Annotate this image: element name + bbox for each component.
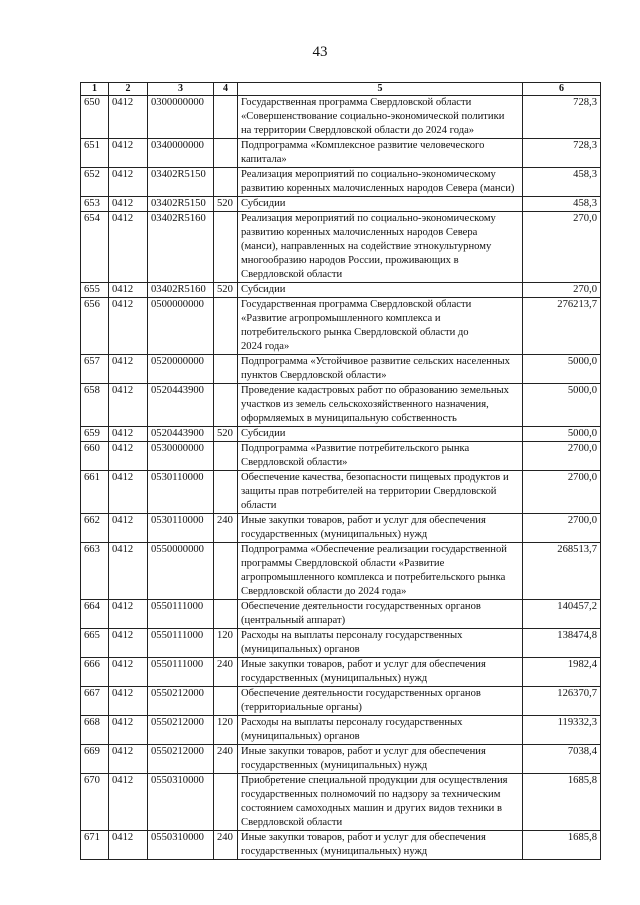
item-name-line: Реализация мероприятий по социально-экономическому [241, 213, 496, 224]
amount: 5000,0 [523, 427, 601, 442]
amount: 126370,7 [523, 687, 601, 716]
target-item-code: 0550310000 [148, 774, 214, 831]
section-code: 0412 [109, 197, 148, 212]
item-name [238, 745, 523, 774]
expense-type-code [214, 774, 238, 831]
amount: 1685,8 [523, 774, 601, 831]
section-code: 0412 [109, 629, 148, 658]
item-name-line: Государственная программа Свердловской области [241, 97, 472, 108]
item-name-line: Обеспечение деятельности государственных органов [241, 688, 481, 699]
amount: 270,0 [523, 283, 601, 298]
target-item-code: 0550212000 [148, 687, 214, 716]
expense-type-code [214, 355, 238, 384]
item-name [238, 96, 523, 139]
expense-type-code: 240 [214, 745, 238, 774]
item-name [238, 139, 523, 168]
item-name-line: (муниципальных) органов [241, 731, 360, 742]
target-item-code: 0550310000 [148, 831, 214, 860]
section-code: 0412 [109, 212, 148, 283]
amount: 1982,4 [523, 658, 601, 687]
header-col-6: 6 [523, 83, 601, 96]
amount: 138474,8 [523, 629, 601, 658]
item-name-line: пунктов Свердловской области» [241, 370, 387, 381]
item-name-line: агропромышленного комплекса и потребительского рынка [241, 572, 506, 583]
item-name [238, 355, 523, 384]
target-item-code: 0530000000 [148, 442, 214, 471]
row-number: 664 [81, 600, 109, 629]
section-code: 0412 [109, 442, 148, 471]
item-name-line: «Развитие агропромышленного комплекса и [241, 313, 441, 324]
section-code: 0412 [109, 716, 148, 745]
expense-type-code: 520 [214, 427, 238, 442]
section-code: 0412 [109, 139, 148, 168]
expense-type-code [214, 543, 238, 600]
row-number: 668 [81, 716, 109, 745]
item-name-line: (манси), направленных на содействие этнокультурному [241, 241, 492, 252]
target-item-code: 0550111000 [148, 629, 214, 658]
table-row [81, 658, 601, 687]
item-name-line: оформляемых в муниципальную собственность [241, 413, 457, 424]
target-item-code: 03402R5150 [148, 197, 214, 212]
item-name [238, 658, 523, 687]
item-name-line: развитию коренных малочисленных народов Севера (манси) [241, 183, 515, 194]
target-item-code: 0520443900 [148, 427, 214, 442]
amount: 5000,0 [523, 384, 601, 427]
item-name-line: Расходы на выплаты персоналу государственных [241, 630, 463, 641]
item-name-line: Проведение кадастровых работ по образованию земельных [241, 385, 509, 396]
section-code: 0412 [109, 168, 148, 197]
amount: 728,3 [523, 96, 601, 139]
row-number: 656 [81, 298, 109, 355]
table-row [81, 355, 601, 384]
item-name [238, 471, 523, 514]
item-name [238, 514, 523, 543]
row-number: 665 [81, 629, 109, 658]
row-number: 667 [81, 687, 109, 716]
section-code: 0412 [109, 514, 148, 543]
item-name-line: Свердловской области [241, 817, 343, 828]
section-code: 0412 [109, 600, 148, 629]
table-row [81, 471, 601, 514]
row-number: 666 [81, 658, 109, 687]
item-name-line: Свердловской области до 2024 года» [241, 586, 407, 597]
target-item-code: 0530110000 [148, 471, 214, 514]
item-name-line: защиты прав потребителей на территории Свердловской [241, 486, 497, 497]
table-row [81, 384, 601, 427]
row-number: 651 [81, 139, 109, 168]
expense-type-code: 240 [214, 658, 238, 687]
target-item-code: 0550111000 [148, 658, 214, 687]
item-name [238, 543, 523, 600]
row-number: 671 [81, 831, 109, 860]
item-name-line: Подпрограмма «Развитие потребительского рынка [241, 443, 470, 454]
target-item-code: 0550212000 [148, 745, 214, 774]
expense-type-code: 240 [214, 514, 238, 543]
item-name-line: Иные закупки товаров, работ и услуг для обеспечения [241, 515, 486, 526]
item-name [238, 716, 523, 745]
item-name-line: потребительского рынка Свердловской области до [241, 327, 469, 338]
row-number: 661 [81, 471, 109, 514]
row-number: 663 [81, 543, 109, 600]
expense-type-code [214, 139, 238, 168]
target-item-code: 0500000000 [148, 298, 214, 355]
amount: 140457,2 [523, 600, 601, 629]
section-code: 0412 [109, 831, 148, 860]
table-row [81, 514, 601, 543]
item-name-line: Субсидии [241, 198, 286, 209]
item-name-line: Государственная программа Свердловской области [241, 299, 472, 310]
section-code: 0412 [109, 427, 148, 442]
section-code: 0412 [109, 471, 148, 514]
item-name-line: государственных (муниципальных) нужд [241, 760, 428, 771]
page-number: 43 [312, 44, 328, 60]
table-row [81, 600, 601, 629]
item-name-line: Иные закупки товаров, работ и услуг для обеспечения [241, 746, 486, 757]
expense-type-code [214, 442, 238, 471]
amount: 268513,7 [523, 543, 601, 600]
item-name-line: государственных (муниципальных) нужд [241, 529, 428, 540]
budget-table [80, 82, 601, 860]
item-name-line: государственных полномочий по надзору за техническим [241, 789, 501, 800]
item-name-line: Субсидии [241, 284, 286, 295]
amount: 2700,0 [523, 471, 601, 514]
table-row [81, 168, 601, 197]
item-name-line: Свердловской области [241, 269, 343, 280]
item-name-line: Подпрограмма «Комплексное развитие человеческого [241, 140, 485, 151]
item-name-line: развитию коренных малочисленных народов Севера [241, 227, 478, 238]
row-number: 662 [81, 514, 109, 543]
expense-type-code [214, 298, 238, 355]
target-item-code: 0550212000 [148, 716, 214, 745]
section-code: 0412 [109, 384, 148, 427]
target-item-code: 0520443900 [148, 384, 214, 427]
amount: 119332,3 [523, 716, 601, 745]
table-row [81, 283, 601, 298]
table-row [81, 442, 601, 471]
item-name-line: Свердловской области» [241, 457, 348, 468]
item-name-line: «Совершенствование социально-экономической политики [241, 111, 505, 122]
item-name-line: состоянием самоходных машин и других видов техники в [241, 803, 502, 814]
section-code: 0412 [109, 96, 148, 139]
expense-type-code [214, 168, 238, 197]
item-name-line: капитала» [241, 154, 287, 165]
item-name-line: Обеспечение деятельности государственных органов [241, 601, 481, 612]
item-name-line: многообразию народов России, проживающих в [241, 255, 459, 266]
item-name-line: Реализация мероприятий по социально-экономическому [241, 169, 496, 180]
amount: 458,3 [523, 197, 601, 212]
table-body [81, 96, 601, 860]
item-name-line: Иные закупки товаров, работ и услуг для обеспечения [241, 832, 486, 843]
table-row [81, 298, 601, 355]
item-name [238, 212, 523, 283]
expense-type-code: 120 [214, 716, 238, 745]
table-row [81, 139, 601, 168]
section-code: 0412 [109, 745, 148, 774]
row-number: 653 [81, 197, 109, 212]
row-number: 655 [81, 283, 109, 298]
item-name-line: государственных (муниципальных) нужд [241, 673, 428, 684]
item-name-line: Расходы на выплаты персоналу государственных [241, 717, 463, 728]
amount: 276213,7 [523, 298, 601, 355]
table-row [81, 197, 601, 212]
item-name [238, 283, 523, 298]
header-col-5: 5 [238, 83, 523, 96]
amount: 270,0 [523, 212, 601, 283]
target-item-code: 0530110000 [148, 514, 214, 543]
table-row [81, 774, 601, 831]
item-name [238, 831, 523, 860]
target-item-code: 0520000000 [148, 355, 214, 384]
table-row [81, 716, 601, 745]
row-number: 659 [81, 427, 109, 442]
table-row [81, 96, 601, 139]
item-name-line: (муниципальных) органов [241, 644, 360, 655]
item-name-line: Подпрограмма «Устойчивое развитие сельских населенных [241, 356, 510, 367]
header-row [81, 83, 601, 96]
expense-type-code [214, 212, 238, 283]
table-row [81, 427, 601, 442]
item-name [238, 774, 523, 831]
amount: 1685,8 [523, 831, 601, 860]
target-item-code: 0300000000 [148, 96, 214, 139]
item-name [238, 687, 523, 716]
expense-type-code [214, 687, 238, 716]
item-name-line: Приобретение специальной продукции для осуществления [241, 775, 508, 786]
item-name [238, 168, 523, 197]
expense-type-code: 520 [214, 197, 238, 212]
table-row [81, 687, 601, 716]
item-name-line: (территориальные органы) [241, 702, 362, 713]
row-number: 658 [81, 384, 109, 427]
row-number: 652 [81, 168, 109, 197]
section-code: 0412 [109, 543, 148, 600]
item-name [238, 600, 523, 629]
expense-type-code [214, 600, 238, 629]
item-name [238, 298, 523, 355]
item-name [238, 427, 523, 442]
expense-type-code: 520 [214, 283, 238, 298]
expense-type-code: 240 [214, 831, 238, 860]
row-number: 660 [81, 442, 109, 471]
row-number: 670 [81, 774, 109, 831]
section-code: 0412 [109, 283, 148, 298]
table-row [81, 212, 601, 283]
item-name-line: государственных (муниципальных) нужд [241, 846, 428, 857]
target-item-code: 0550000000 [148, 543, 214, 600]
item-name-line: Подпрограмма «Обеспечение реализации государственной [241, 544, 507, 555]
header-col-1: 1 [81, 83, 109, 96]
header-col-2: 2 [109, 83, 148, 96]
row-number: 650 [81, 96, 109, 139]
amount: 5000,0 [523, 355, 601, 384]
table-row [81, 745, 601, 774]
header-col-3: 3 [148, 83, 214, 96]
target-item-code: 03402R5160 [148, 212, 214, 283]
item-name-line: на территории Свердловской области до 2024 года» [241, 125, 475, 136]
item-name [238, 384, 523, 427]
item-name-line: участков из земель сельскохозяйственного назначения, [241, 399, 489, 410]
target-item-code: 03402R5160 [148, 283, 214, 298]
section-code: 0412 [109, 298, 148, 355]
expense-type-code [214, 96, 238, 139]
table-row [81, 543, 601, 600]
item-name-line: области [241, 500, 277, 511]
amount: 2700,0 [523, 442, 601, 471]
section-code: 0412 [109, 658, 148, 687]
item-name-line: 2024 года» [241, 341, 290, 352]
table-row [81, 629, 601, 658]
section-code: 0412 [109, 687, 148, 716]
item-name-line: Обеспечение качества, безопасности пищевых продуктов и [241, 472, 509, 483]
expense-type-code [214, 471, 238, 514]
item-name [238, 442, 523, 471]
amount: 458,3 [523, 168, 601, 197]
item-name-line: Иные закупки товаров, работ и услуг для обеспечения [241, 659, 486, 670]
item-name-line: (центральный аппарат) [241, 615, 346, 626]
target-item-code: 0550111000 [148, 600, 214, 629]
expense-type-code: 120 [214, 629, 238, 658]
amount: 7038,4 [523, 745, 601, 774]
amount: 728,3 [523, 139, 601, 168]
item-name [238, 629, 523, 658]
header-col-4: 4 [214, 83, 238, 96]
item-name-line: Субсидии [241, 428, 286, 439]
table-row [81, 831, 601, 860]
expense-type-code [214, 384, 238, 427]
section-code: 0412 [109, 355, 148, 384]
target-item-code: 03402R5150 [148, 168, 214, 197]
row-number: 669 [81, 745, 109, 774]
item-name-line: программы Свердловской области «Развитие [241, 558, 445, 569]
section-code: 0412 [109, 774, 148, 831]
row-number: 657 [81, 355, 109, 384]
amount: 2700,0 [523, 514, 601, 543]
row-number: 654 [81, 212, 109, 283]
item-name [238, 197, 523, 212]
target-item-code: 0340000000 [148, 139, 214, 168]
